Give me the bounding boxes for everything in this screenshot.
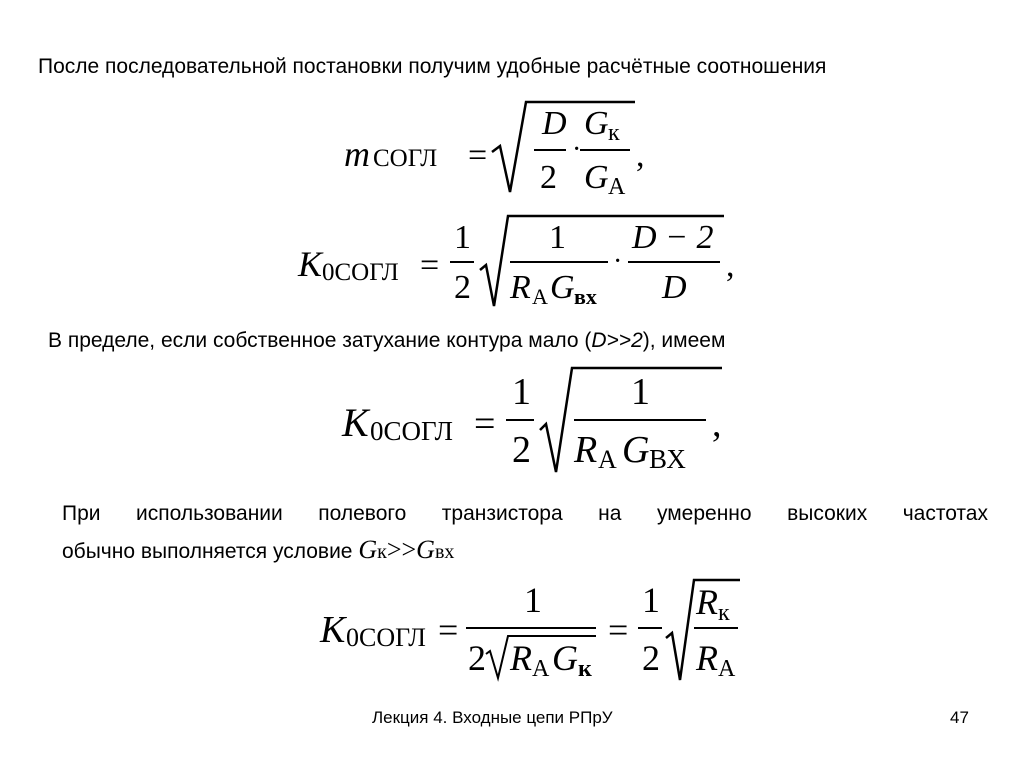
eq1-equals: = <box>468 137 488 174</box>
eq3-lhs-sub: 0СОГЛ <box>370 416 453 446</box>
eq2-f1-den-r-sub: А <box>532 284 548 309</box>
eq2-f2-num: D − 2 <box>632 219 714 256</box>
equation-k0-limit <box>340 364 740 482</box>
eq4-den-two: 2 <box>468 638 486 678</box>
eq3-trail: , <box>712 403 722 445</box>
eq2-trail: , <box>726 247 735 284</box>
eq1-num2-sub: к <box>608 120 620 146</box>
eq4-r-den: R <box>696 638 718 678</box>
eq2-f1-den-g-sub: вх <box>574 284 597 309</box>
cond-sub1: к <box>377 541 387 563</box>
eq4-equals2: = <box>608 610 629 650</box>
eq4-half-den: 2 <box>642 638 660 678</box>
eq1-num1: D <box>542 105 567 142</box>
eq4-lhs-sub: 0СОГЛ <box>346 623 426 652</box>
cond-g2: G <box>416 535 435 564</box>
eq3-half-den: 2 <box>512 429 531 471</box>
footer-page-number: 47 <box>950 708 969 727</box>
eq3-equals: = <box>474 403 496 445</box>
eq3-den-r-sub: А <box>598 445 617 474</box>
equation-k0-fet <box>318 576 748 688</box>
eq1-lhs-sub: СОГЛ <box>373 145 438 172</box>
eq4-den-r-sub: А <box>532 656 550 682</box>
eq4-den-g-sub: к <box>578 656 592 682</box>
eq3-lhs-var: K <box>342 400 369 445</box>
eq1-num2-var: G <box>584 105 609 142</box>
equation-m-soglasovaniya <box>340 92 660 210</box>
eq3-den-g: G <box>622 429 650 471</box>
fet-paragraph <box>62 496 988 570</box>
eq2-f1-den-r: R <box>510 269 531 306</box>
eq1-den1: 2 <box>540 159 557 196</box>
eq3-half-num: 1 <box>512 371 531 413</box>
limit-text-before: В пределе, если собственное затухание контура мало ( <box>48 329 592 352</box>
eq4-f-num: 1 <box>524 580 542 620</box>
eq4-lhs-var: K <box>320 609 346 651</box>
intro-text: После последовательной постановки получим удобные расчётные соотношения <box>38 55 827 78</box>
eq1-trail: , <box>636 137 645 174</box>
footer-lecture-title: Лекция 4. Входные цепи РПрУ <box>372 708 613 727</box>
eq4-r-den-sub: А <box>718 656 736 682</box>
eq4-r-num: R <box>696 582 718 622</box>
eq2-f1-num: 1 <box>549 219 566 256</box>
eq1-den2-sub: А <box>608 174 626 200</box>
eq2-lhs-sub: 0СОГЛ <box>322 259 399 286</box>
eq2-lhs-var: K <box>298 244 323 284</box>
eq4-den-g: G <box>552 638 578 678</box>
cond-g1: G <box>358 535 378 564</box>
eq4-den-r: R <box>510 638 532 678</box>
cond-op: >> <box>386 535 417 564</box>
cond-sub2: вх <box>434 541 455 563</box>
eq1-lhs-var: m <box>344 134 370 174</box>
eq2-f1-den-g: G <box>550 269 575 306</box>
fet-text-line2 <box>62 532 988 570</box>
eq1-dot: · <box>572 134 582 165</box>
eq4-equals: = <box>438 610 459 650</box>
eq2-half-den: 2 <box>454 269 471 306</box>
eq4-half-num: 1 <box>642 580 660 620</box>
eq3-den-r: R <box>574 429 598 471</box>
eq1-den2-var: G <box>584 159 609 196</box>
eq2-equals: = <box>420 247 440 284</box>
fet-text-line2-prefix: обычно выполняется условие <box>62 540 359 563</box>
limit-text <box>48 329 725 353</box>
fet-text-line1: При использовании полевого транзистора на умеренно высоких частотах <box>62 502 988 525</box>
eq3-f-num: 1 <box>631 371 650 413</box>
eq2-half-num: 1 <box>454 219 471 256</box>
eq4-r-num-sub: к <box>718 600 730 626</box>
eq3-den-g-sub: ВХ <box>649 444 686 474</box>
equation-k0-general <box>296 212 746 316</box>
eq2-f2-den: D <box>662 269 687 306</box>
limit-text-after: ), имеем <box>642 329 726 352</box>
limit-condition: D>>2 <box>591 329 643 352</box>
eq2-dot: · <box>613 246 623 277</box>
